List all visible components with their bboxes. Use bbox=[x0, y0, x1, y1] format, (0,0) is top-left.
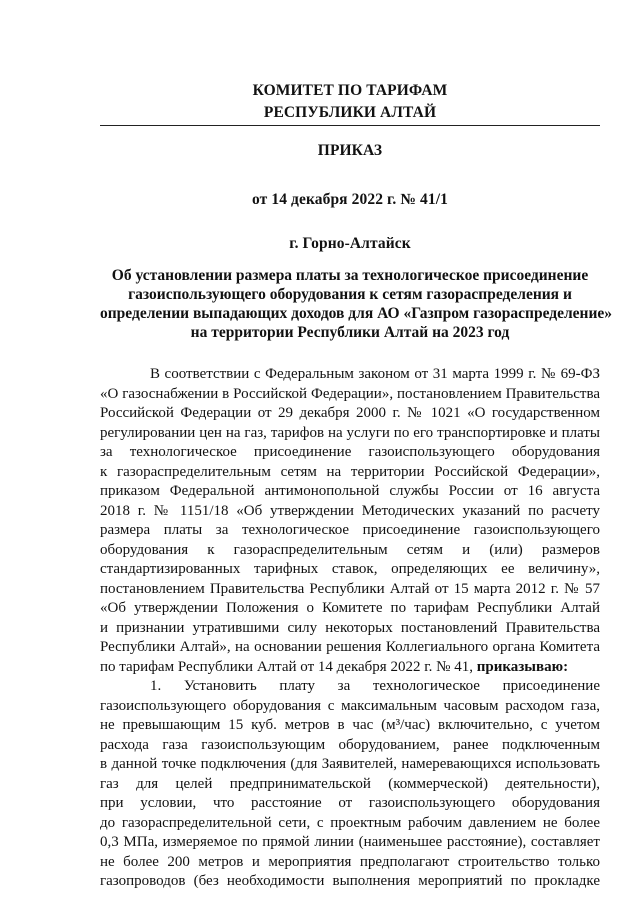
body-line: стандартизированных тарифных ставок, определяющих ее величину», bbox=[100, 561, 600, 577]
body-line: «О газоснабжении в Российской Федерации», постановлением Правительства bbox=[100, 385, 600, 402]
body-line: газ для целей предпринимательской (коммерческой) деятельности), bbox=[100, 775, 600, 792]
body-line: к газораспределительным сетям на территории Российской Федерации», bbox=[100, 463, 600, 480]
document-date-number: от 14 декабря 2022 г. № 41/1 bbox=[252, 191, 448, 208]
body-line: приказом Федеральной антимонопольной службы России от 16 августа bbox=[100, 483, 600, 499]
body-line: размера платы за технологическое присоединение газоиспользующего bbox=[100, 522, 600, 538]
body-line: Республики Алтай», на основании решения Коллегиального органа Комитета bbox=[100, 639, 600, 655]
resolution-word: приказываю: bbox=[476, 658, 569, 675]
body-line: «Об утверждении Положения о Комитете по тарифам Республики Алтай bbox=[100, 600, 600, 616]
body-line: 1. Установить плату за технологическое присоединение bbox=[150, 678, 600, 694]
body-line: 2018 г. № 1151/18 «Об утверждении Методических указаний по расчету bbox=[100, 502, 600, 519]
title-line: на территории Республики Алтай на 2023 год bbox=[190, 324, 510, 341]
body-line: и признании утратившими силу некоторых постановлений Правительства bbox=[100, 619, 600, 636]
authority-name-line-2: РЕСПУБЛИКИ АЛТАЙ bbox=[263, 104, 437, 121]
body-line: регулировании цен на газ, тарифов на услуги по его транспортировке и платы bbox=[100, 424, 600, 441]
document-body bbox=[100, 365, 600, 892]
body-line-text: по тарифам Республики Алтай от 14 декабря 2022 г. № 41, bbox=[100, 658, 473, 675]
authority-name-line-1: КОМИТЕТ ПО ТАРИФАМ bbox=[252, 82, 448, 99]
body-line: при условии, что расстояние от газоиспользующего оборудования bbox=[100, 795, 600, 811]
body-line: газопроводов (без необходимости выполнения мероприятий по прокладке bbox=[100, 873, 600, 889]
header-divider bbox=[100, 125, 600, 126]
title-line: Об установлении размера платы за технологическое присоединение bbox=[111, 267, 589, 284]
body-line: В соответствии с Федеральным законом от 31 марта 1999 г. № 69-ФЗ bbox=[150, 366, 600, 382]
title-line: газоиспользующего оборудования к сетям газораспределения и bbox=[128, 286, 572, 303]
body-line: постановлением Правительства Республики Алтай от 15 марта 2012 г. № 57 bbox=[100, 580, 600, 597]
document-title bbox=[100, 266, 613, 342]
body-line: до газораспределительной сети, с проектным рабочим давлением не более bbox=[100, 814, 600, 831]
body-line: не более 200 метров и мероприятия предполагают строительство только bbox=[100, 853, 600, 870]
body-line: Российской Федерации от 29 декабря 2000 г. № 1021 «О государственном bbox=[100, 405, 600, 421]
body-line: в данной точке подключения (для Заявителей, намеревающихся использовать bbox=[100, 756, 600, 772]
body-line: газоиспользующего оборудования с максимальным часовым расходом газа, bbox=[100, 697, 600, 714]
body-line: 0,3 МПа, измеряемое по прямой линии (наименьшее расстояние), составляет bbox=[100, 834, 600, 850]
body-line-resolution bbox=[100, 658, 600, 678]
body-line: оборудования к газораспределительным сетям и (или) размеров bbox=[100, 541, 600, 558]
body-line: расхода газа газоиспользующим оборудованием, ранее подключенным bbox=[100, 736, 600, 753]
body-line: за технологическое присоединение газоиспользующего оборудования bbox=[100, 444, 600, 460]
document-place: г. Горно-Алтайск bbox=[289, 235, 411, 252]
title-line: определении выпадающих доходов для АО «Газпром газораспределение» bbox=[100, 305, 613, 322]
body-line: не превышающим 15 куб. метров в час (м³/час) включительно, с учетом bbox=[100, 717, 600, 733]
document-type: ПРИКАЗ bbox=[317, 142, 383, 159]
